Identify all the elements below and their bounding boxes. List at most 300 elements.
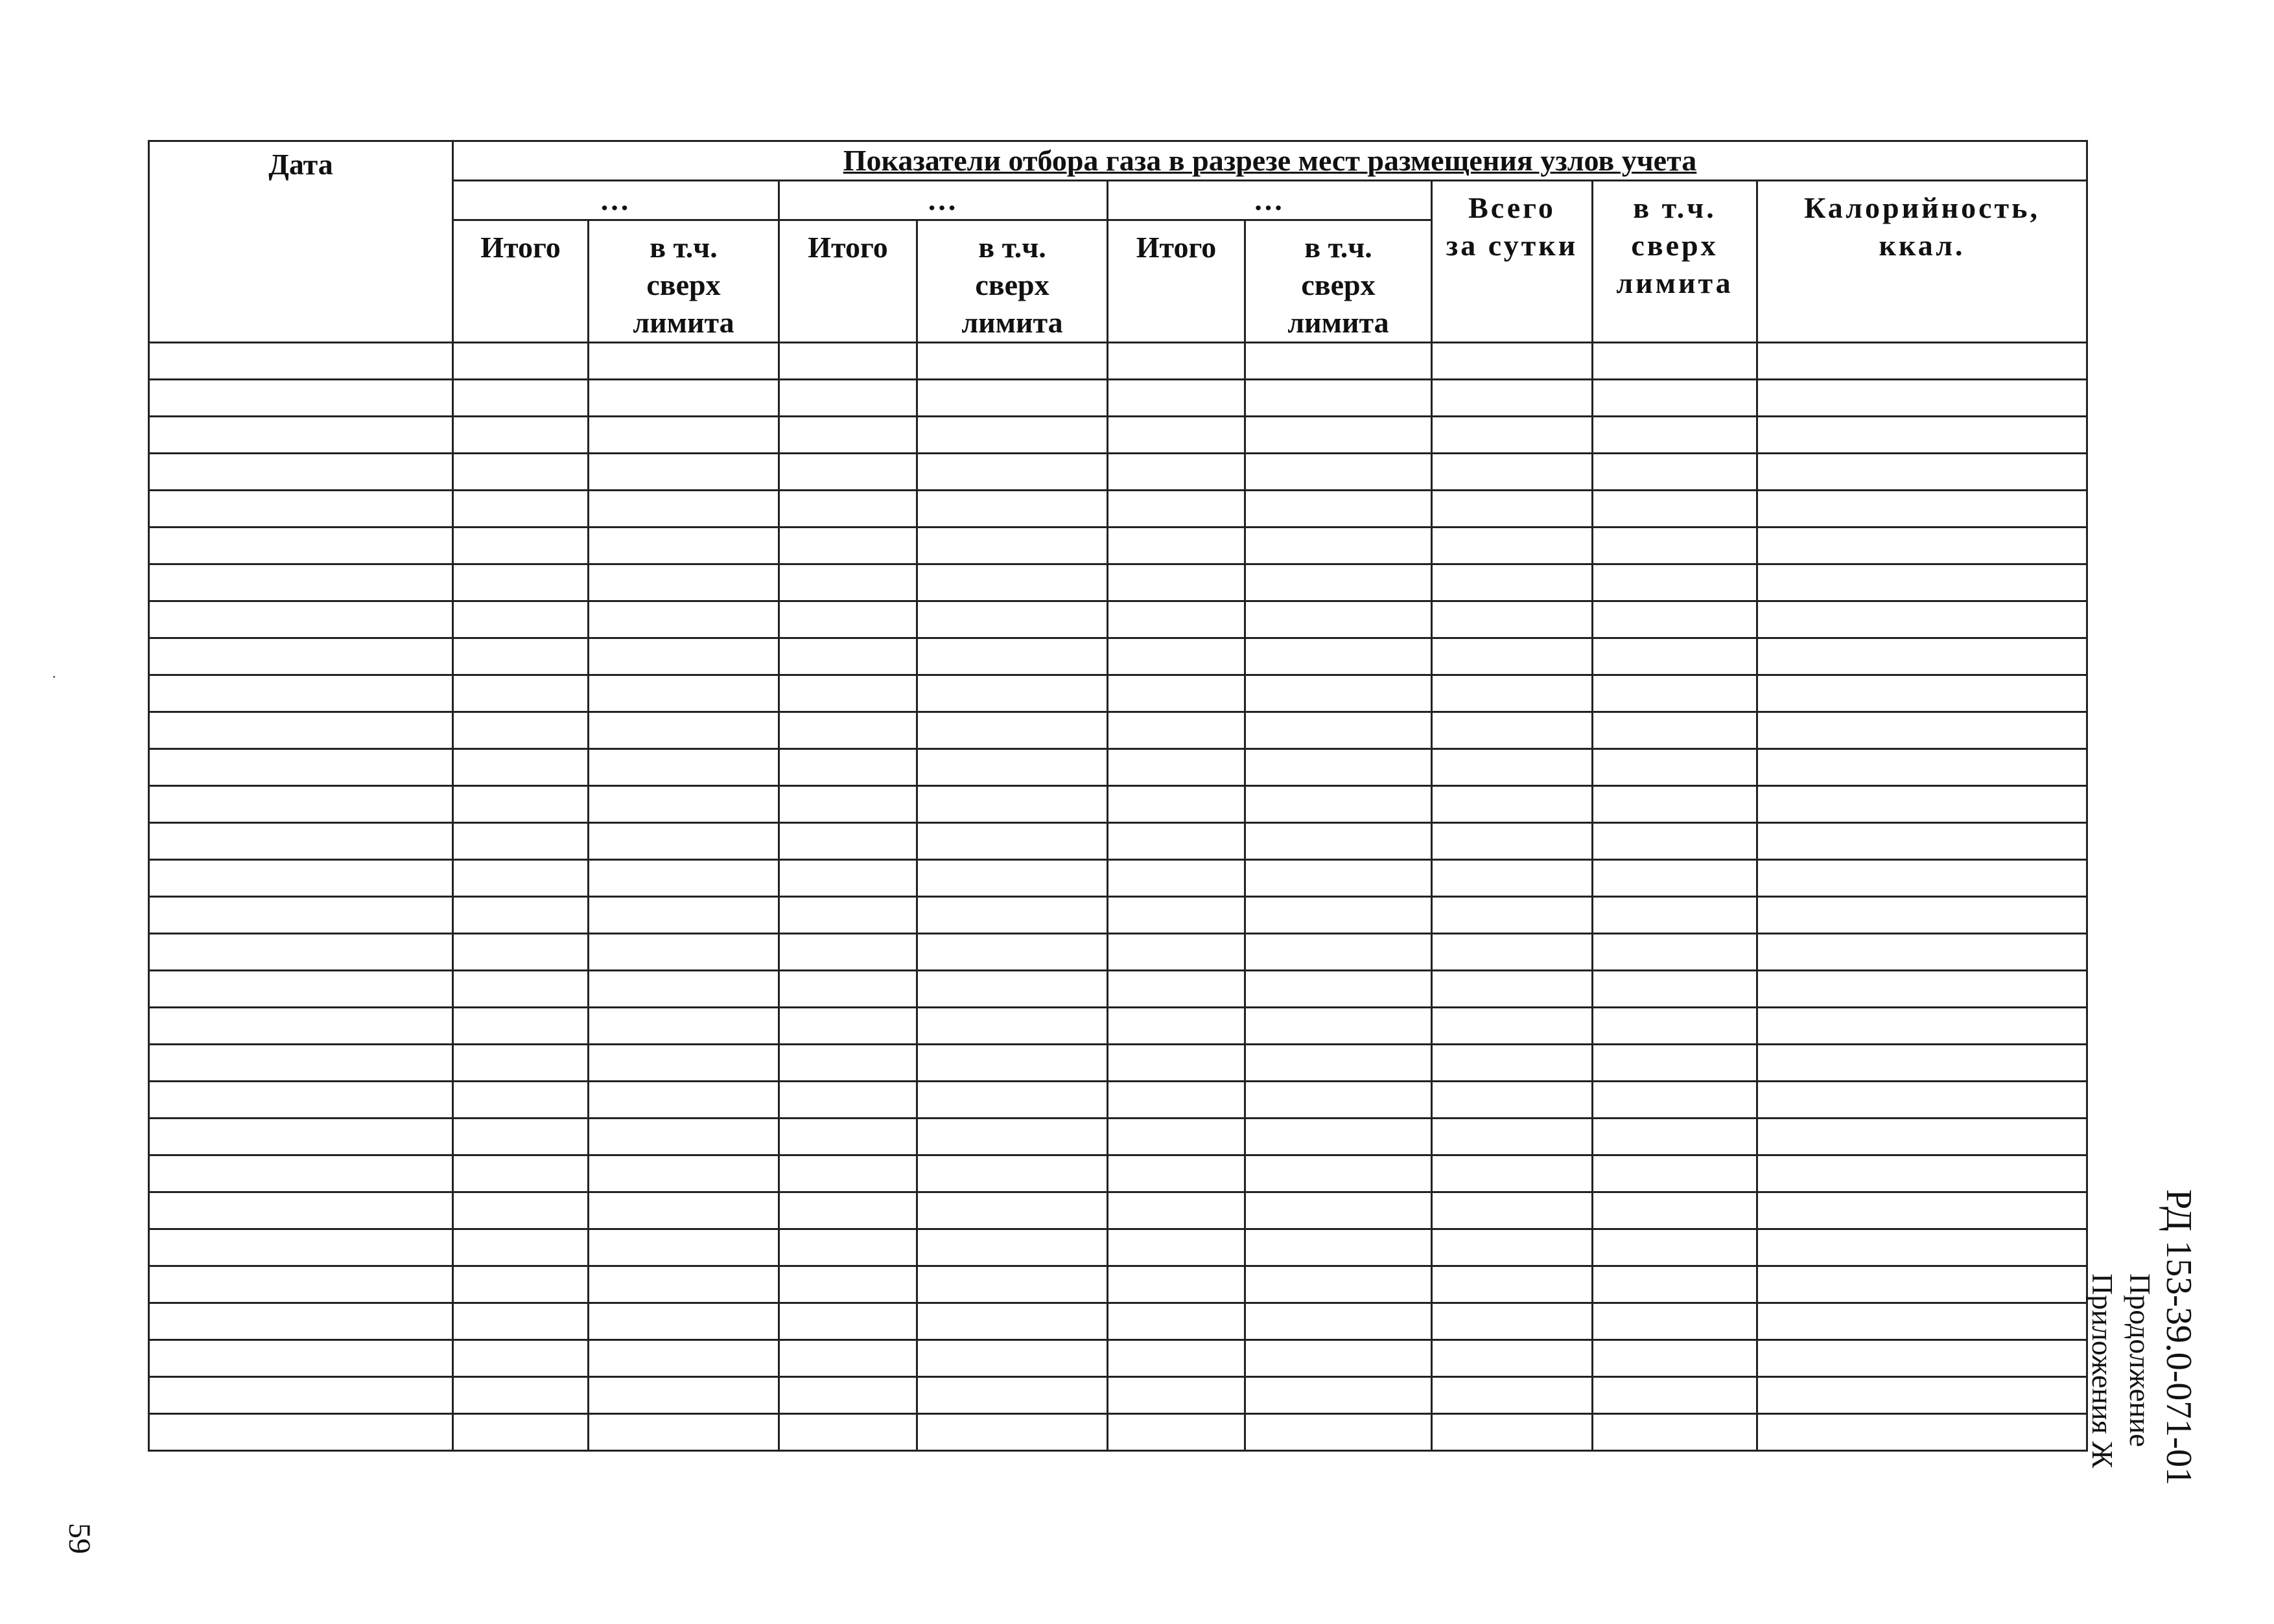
- table-cell: [1108, 1303, 1245, 1340]
- table-cell: [1108, 748, 1245, 785]
- table-cell: [1432, 564, 1593, 601]
- table-cell: [917, 1007, 1108, 1044]
- table-cell: [1245, 970, 1432, 1007]
- table-cell: [149, 896, 453, 933]
- table-cell: [917, 933, 1108, 970]
- point-2-over-limit-header: [917, 220, 1108, 342]
- daily-over-limit-header: [1593, 180, 1757, 342]
- table-cell: [1757, 1155, 2087, 1192]
- table-cell: [1757, 1266, 2087, 1303]
- table-cell: [1108, 1266, 1245, 1303]
- table-cell: [453, 601, 589, 638]
- table-cell: [149, 1376, 453, 1413]
- table-cell: [1245, 416, 1432, 453]
- table-cell: [779, 1192, 917, 1229]
- table-cell: [1108, 1413, 1245, 1450]
- table-row: [149, 490, 2087, 527]
- table-cell: [1432, 601, 1593, 638]
- table-cell: [149, 1118, 453, 1155]
- table-cell: [1108, 564, 1245, 601]
- table-cell: [779, 1155, 917, 1192]
- table-cell: [1108, 638, 1245, 675]
- table-cell: [1108, 712, 1245, 748]
- table-cell: [1757, 490, 2087, 527]
- scan-speck: [53, 676, 55, 678]
- table-cell: [779, 1229, 917, 1266]
- table-cell: [1108, 1340, 1245, 1376]
- table-cell: [917, 490, 1108, 527]
- table-cell: [149, 970, 453, 1007]
- daily-over-limit-label: в т.ч. сверх лимита: [1616, 191, 1733, 299]
- table-row: [149, 379, 2087, 416]
- table-row: [149, 564, 2087, 601]
- table-cell: [149, 675, 453, 712]
- table-cell: [453, 379, 589, 416]
- table-cell: [149, 822, 453, 859]
- table-cell: [589, 896, 779, 933]
- table-cell: [149, 527, 453, 564]
- table-cell: [1593, 453, 1757, 490]
- point-3-over-limit-label: в т.ч. сверх лимита: [1287, 230, 1389, 339]
- table-cell: [1432, 1118, 1593, 1155]
- table-row: [149, 1118, 2087, 1155]
- table-cell: [779, 675, 917, 712]
- table-cell: [453, 564, 589, 601]
- table-cell: [1108, 970, 1245, 1007]
- table-cell: [1757, 712, 2087, 748]
- table-cell: [589, 342, 779, 379]
- table-cell: [779, 785, 917, 822]
- table-cell: [1108, 1229, 1245, 1266]
- table-cell: [917, 859, 1108, 896]
- table-cell: [917, 601, 1108, 638]
- table-cell: [1108, 822, 1245, 859]
- table-cell: [589, 785, 779, 822]
- table-cell: [453, 1192, 589, 1229]
- table-cell: [1245, 785, 1432, 822]
- table-cell: [149, 490, 453, 527]
- point-3-total-header: [1108, 220, 1245, 342]
- appendix-continuation-note: Продолжение Приложения Ж: [2086, 1273, 2157, 1468]
- table-cell: [589, 675, 779, 712]
- table-cell: [1757, 453, 2087, 490]
- point-1-total-header: [453, 220, 589, 342]
- table-cell: [589, 1192, 779, 1229]
- table-cell: [453, 675, 589, 712]
- table-cell: [453, 1044, 589, 1081]
- table-cell: [1245, 342, 1432, 379]
- table-cell: [917, 1266, 1108, 1303]
- table-cell: [779, 1007, 917, 1044]
- table-cell: [1757, 379, 2087, 416]
- table-cell: [917, 638, 1108, 675]
- table-cell: [917, 1303, 1108, 1340]
- table-cell: [149, 1044, 453, 1081]
- table-cell: [1757, 1118, 2087, 1155]
- table-cell: [1245, 1413, 1432, 1450]
- table-cell: [1593, 1340, 1757, 1376]
- table-cell: [1245, 453, 1432, 490]
- table-cell: [589, 527, 779, 564]
- table-cell: [1432, 1303, 1593, 1340]
- table-cell: [917, 1229, 1108, 1266]
- daily-total-header: [1432, 180, 1593, 342]
- table-cell: [1757, 416, 2087, 453]
- table-cell: [1108, 601, 1245, 638]
- table-cell: [1245, 1192, 1432, 1229]
- table-row: [149, 1044, 2087, 1081]
- table-row: [149, 1266, 2087, 1303]
- table-row: [149, 342, 2087, 379]
- table-row: [149, 1007, 2087, 1044]
- table-cell: [1757, 1376, 2087, 1413]
- table-cell: [589, 1118, 779, 1155]
- table-cell: [779, 601, 917, 638]
- table-row: [149, 970, 2087, 1007]
- table-cell: [917, 1376, 1108, 1413]
- table-row: [149, 638, 2087, 675]
- table-row: [149, 675, 2087, 712]
- table-cell: [1108, 1192, 1245, 1229]
- table-cell: [453, 1081, 589, 1118]
- table-cell: [589, 416, 779, 453]
- table-cell: [917, 453, 1108, 490]
- table-cell: [779, 564, 917, 601]
- metering-point-3-header: [1108, 180, 1432, 220]
- table-cell: [1593, 1413, 1757, 1450]
- table-cell: [1432, 1413, 1593, 1450]
- table-cell: [589, 379, 779, 416]
- point-1-total-label: Итого: [480, 230, 561, 264]
- table-cell: [1108, 1044, 1245, 1081]
- table-cell: [779, 379, 917, 416]
- table-cell: [149, 1155, 453, 1192]
- document-code: РД 153-39.0-071-01: [2159, 1189, 2199, 1486]
- table-cell: [1432, 527, 1593, 564]
- table-cell: [149, 638, 453, 675]
- table-cell: [1757, 564, 2087, 601]
- table-cell: [1245, 527, 1432, 564]
- metering-point-3-label: …: [1253, 183, 1286, 216]
- table-cell: [1757, 748, 2087, 785]
- table-row: [149, 712, 2087, 748]
- table-row: [149, 416, 2087, 453]
- table-cell: [1432, 675, 1593, 712]
- table-row: [149, 896, 2087, 933]
- table-cell: [1593, 933, 1757, 970]
- table-cell: [1432, 1192, 1593, 1229]
- table-cell: [453, 859, 589, 896]
- table-cell: [917, 675, 1108, 712]
- table-cell: [917, 342, 1108, 379]
- table-cell: [779, 1413, 917, 1450]
- table-cell: [1757, 1413, 2087, 1450]
- table-cell: [1432, 748, 1593, 785]
- table-cell: [1108, 859, 1245, 896]
- table-cell: [1432, 638, 1593, 675]
- table-cell: [1593, 490, 1757, 527]
- table-cell: [589, 748, 779, 785]
- table-cell: [1245, 564, 1432, 601]
- table-cell: [1432, 896, 1593, 933]
- table-cell: [1245, 1118, 1432, 1155]
- table-cell: [453, 416, 589, 453]
- table-cell: [589, 1007, 779, 1044]
- table-cell: [1108, 785, 1245, 822]
- table-cell: [917, 1081, 1108, 1118]
- table-cell: [1432, 379, 1593, 416]
- table-cell: [917, 1155, 1108, 1192]
- table-cell: [917, 896, 1108, 933]
- table-row: [149, 1340, 2087, 1376]
- table-cell: [779, 638, 917, 675]
- table-cell: [589, 1376, 779, 1413]
- table-cell: [453, 1340, 589, 1376]
- daily-total-label: Всего за сутки: [1446, 191, 1578, 262]
- table-row: [149, 822, 2087, 859]
- table-body: [149, 342, 2087, 1450]
- table-cell: [589, 1266, 779, 1303]
- table-cell: [1432, 970, 1593, 1007]
- table-cell: [149, 1340, 453, 1376]
- table-cell: [1108, 1155, 1245, 1192]
- point-1-over-limit-label: в т.ч. сверх лимита: [633, 230, 734, 339]
- table-cell: [453, 785, 589, 822]
- table-cell: [149, 1192, 453, 1229]
- table-cell: [453, 1007, 589, 1044]
- table-cell: [453, 1155, 589, 1192]
- gas-withdrawal-table: [148, 140, 2088, 1452]
- table-cell: [1245, 712, 1432, 748]
- table-row: [149, 933, 2087, 970]
- table-cell: [1245, 638, 1432, 675]
- table-cell: [453, 1118, 589, 1155]
- table-cell: [1432, 453, 1593, 490]
- table-cell: [1108, 527, 1245, 564]
- table-row: [149, 748, 2087, 785]
- table-cell: [1593, 1376, 1757, 1413]
- point-3-total-label: Итого: [1136, 230, 1217, 264]
- table-cell: [917, 1340, 1108, 1376]
- table-cell: [779, 416, 917, 453]
- table-cell: [1593, 822, 1757, 859]
- point-3-over-limit-header: [1245, 220, 1432, 342]
- table-cell: [1593, 601, 1757, 638]
- table-cell: [1593, 748, 1757, 785]
- table-cell: [589, 1081, 779, 1118]
- table-cell: [1593, 896, 1757, 933]
- table-cell: [1245, 1229, 1432, 1266]
- table-cell: [779, 859, 917, 896]
- table-cell: [149, 748, 453, 785]
- table-cell: [779, 1340, 917, 1376]
- table-cell: [149, 1413, 453, 1450]
- table-cell: [589, 1413, 779, 1450]
- table-cell: [1432, 1266, 1593, 1303]
- table-cell: [779, 1044, 917, 1081]
- date-column-header: [149, 141, 453, 343]
- table-cell: [1757, 1303, 2087, 1340]
- table-cell: [917, 564, 1108, 601]
- table-cell: [1432, 1007, 1593, 1044]
- table-cell: [779, 933, 917, 970]
- table-cell: [779, 822, 917, 859]
- table-cell: [1108, 490, 1245, 527]
- table-cell: [453, 1229, 589, 1266]
- table-cell: [589, 564, 779, 601]
- table-cell: [1245, 1007, 1432, 1044]
- table-cell: [1593, 970, 1757, 1007]
- table-cell: [1245, 748, 1432, 785]
- table-cell: [1108, 379, 1245, 416]
- table-cell: [1245, 1044, 1432, 1081]
- table-cell: [917, 527, 1108, 564]
- date-header-label: Дата: [268, 148, 333, 181]
- table-cell: [149, 379, 453, 416]
- table-cell: [453, 970, 589, 1007]
- table-cell: [149, 1007, 453, 1044]
- table-header: [149, 141, 2087, 343]
- table-cell: [453, 712, 589, 748]
- table-cell: [1593, 379, 1757, 416]
- table-cell: [1593, 785, 1757, 822]
- table-cell: [1245, 1155, 1432, 1192]
- table-cell: [1432, 933, 1593, 970]
- table-cell: [917, 712, 1108, 748]
- table-cell: [1432, 490, 1593, 527]
- table-cell: [917, 1044, 1108, 1081]
- table-cell: [1108, 1081, 1245, 1118]
- table-cell: [589, 638, 779, 675]
- table-cell: [1593, 1266, 1757, 1303]
- table-row: [149, 859, 2087, 896]
- table-cell: [149, 1266, 453, 1303]
- metering-point-2-label: …: [927, 183, 959, 216]
- table-row: [149, 785, 2087, 822]
- table-cell: [1757, 601, 2087, 638]
- table-row: [149, 1192, 2087, 1229]
- table-cell: [149, 1081, 453, 1118]
- table-cell: [1593, 1118, 1757, 1155]
- table-row: [149, 1081, 2087, 1118]
- table-cell: [779, 1376, 917, 1413]
- table-cell: [779, 527, 917, 564]
- table-cell: [1757, 1081, 2087, 1118]
- table-cell: [149, 416, 453, 453]
- table-row: [149, 453, 2087, 490]
- table-cell: [779, 970, 917, 1007]
- table-cell: [779, 748, 917, 785]
- table-cell: [1432, 785, 1593, 822]
- table-cell: [779, 490, 917, 527]
- table-cell: [453, 1413, 589, 1450]
- table-cell: [453, 453, 589, 490]
- table-cell: [1593, 527, 1757, 564]
- table-cell: [779, 1118, 917, 1155]
- table-cell: [149, 785, 453, 822]
- table-cell: [1593, 564, 1757, 601]
- table-cell: [453, 896, 589, 933]
- point-1-over-limit-header: [589, 220, 779, 342]
- table-cell: [779, 896, 917, 933]
- table-cell: [589, 453, 779, 490]
- table-cell: [1108, 416, 1245, 453]
- table-cell: [1245, 896, 1432, 933]
- table-cell: [453, 933, 589, 970]
- table-cell: [589, 970, 779, 1007]
- table-cell: [149, 859, 453, 896]
- table-cell: [1593, 1081, 1757, 1118]
- table-cell: [1757, 822, 2087, 859]
- table-cell: [453, 1266, 589, 1303]
- table-cell: [589, 1044, 779, 1081]
- table-cell: [1245, 859, 1432, 896]
- table-cell: [1593, 1303, 1757, 1340]
- table-cell: [1245, 933, 1432, 970]
- table-row: [149, 1376, 2087, 1413]
- point-2-over-limit-label: в т.ч. сверх лимита: [961, 230, 1063, 339]
- table-cell: [1108, 1118, 1245, 1155]
- table-cell: [1432, 1081, 1593, 1118]
- table-cell: [1757, 933, 2087, 970]
- table-cell: [1593, 416, 1757, 453]
- table-cell: [1245, 1081, 1432, 1118]
- table-cell: [917, 970, 1108, 1007]
- table-cell: [1432, 859, 1593, 896]
- table-cell: [1593, 675, 1757, 712]
- page-number: 59: [62, 1523, 97, 1554]
- metering-group-title: Показатели отбора газа в разрезе мест размещения узлов учета: [843, 144, 1697, 177]
- table-cell: [1593, 1192, 1757, 1229]
- table-cell: [1757, 896, 2087, 933]
- table-cell: [589, 601, 779, 638]
- table-cell: [149, 1303, 453, 1340]
- table-cell: [1108, 1376, 1245, 1413]
- table-cell: [1757, 970, 2087, 1007]
- table-cell: [1108, 1007, 1245, 1044]
- table-cell: [149, 453, 453, 490]
- table-cell: [917, 1118, 1108, 1155]
- table-cell: [1108, 675, 1245, 712]
- table-cell: [149, 933, 453, 970]
- table-cell: [453, 822, 589, 859]
- table-cell: [1245, 1340, 1432, 1376]
- table-row: [149, 1155, 2087, 1192]
- table-cell: [779, 453, 917, 490]
- table-cell: [1757, 859, 2087, 896]
- table-cell: [1757, 675, 2087, 712]
- table-cell: [1593, 712, 1757, 748]
- table-cell: [589, 1155, 779, 1192]
- table-row: [149, 1229, 2087, 1266]
- metering-point-2-header: [779, 180, 1108, 220]
- table-cell: [149, 601, 453, 638]
- table-cell: [1432, 1340, 1593, 1376]
- table-row: [149, 601, 2087, 638]
- table-cell: [453, 1303, 589, 1340]
- table-cell: [453, 748, 589, 785]
- table-cell: [149, 1229, 453, 1266]
- table-cell: [1593, 638, 1757, 675]
- table-cell: [1245, 1303, 1432, 1340]
- table-cell: [453, 1376, 589, 1413]
- table-cell: [1593, 342, 1757, 379]
- table-cell: [1108, 342, 1245, 379]
- table-cell: [1593, 1007, 1757, 1044]
- table-cell: [1593, 1155, 1757, 1192]
- table-row: [149, 527, 2087, 564]
- table-cell: [1432, 822, 1593, 859]
